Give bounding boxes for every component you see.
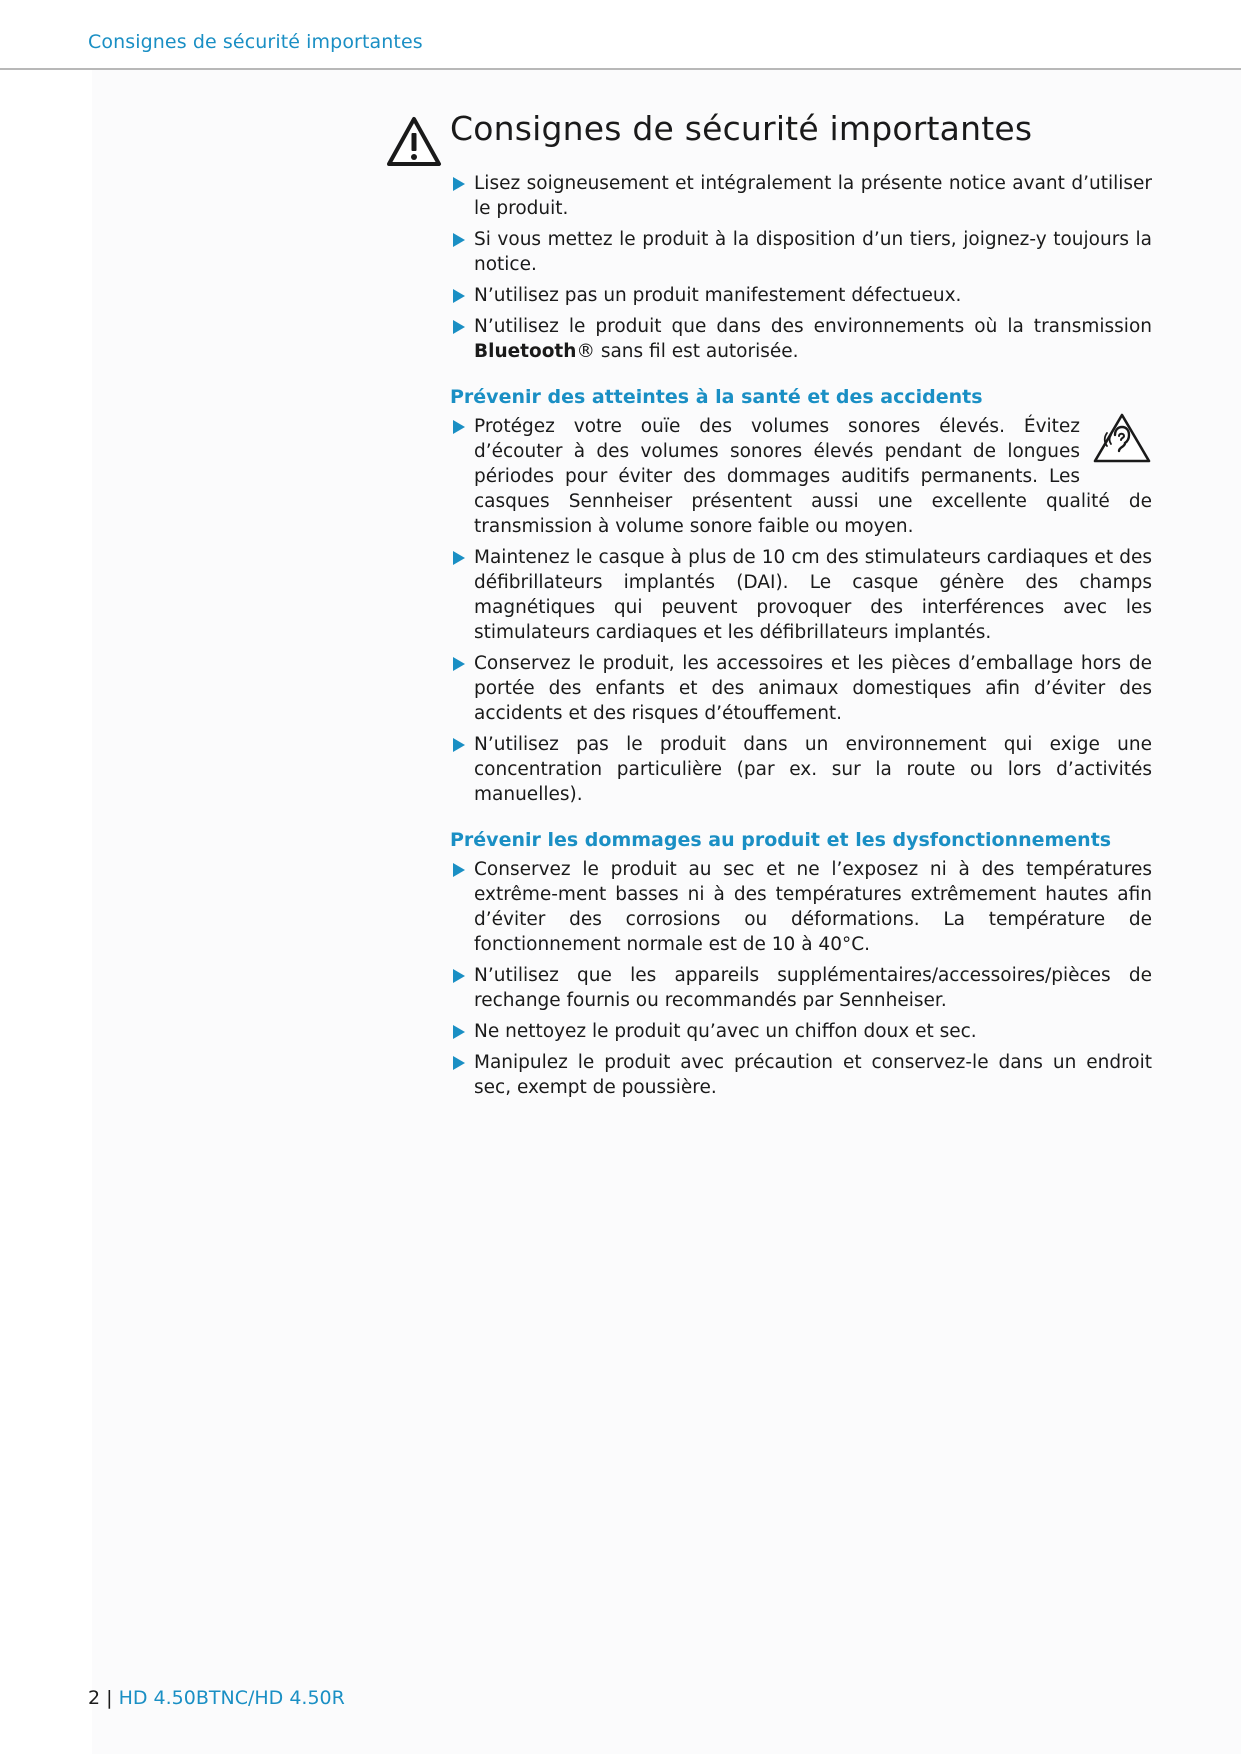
list-item: Si vous mettez le produit à la disposition d’un tiers, joignez-y toujours la notice. — [450, 227, 1152, 277]
header-divider — [0, 68, 1241, 70]
list-item: N’utilisez que les appareils supplémentaires/accessoires/pièces de rechange fournis ou recommandés par Sennheiser. — [450, 963, 1152, 1013]
arrow-right-icon — [453, 863, 465, 877]
intro-list — [450, 171, 1152, 364]
list-item: N’utilisez pas le produit dans un environnement qui exige une concentration particulière (par ex. sur la route ou lors d’activités manuelles). — [450, 732, 1152, 807]
page-footer — [88, 1687, 345, 1709]
bluetooth-term: Bluetooth — [474, 341, 577, 362]
arrow-right-icon — [453, 551, 465, 565]
arrow-right-icon — [453, 289, 465, 303]
list-item: Lisez soigneusement et intégralement la présente notice avant d’utiliser le produit. — [450, 171, 1152, 221]
section-heading-damage: Prévenir les dommages au produit et les dysfonctionnements — [450, 829, 1112, 851]
list-item: N’utilisez pas un produit manifestement défectueux. — [450, 283, 1152, 308]
model-name: HD 4.50BTNC/HD 4.50R — [118, 1687, 345, 1709]
arrow-right-icon — [453, 320, 465, 334]
page-title: Consignes de sécurité importantes — [450, 109, 1033, 148]
list-item: Ne nettoyez le produit qu’avec un chiffon doux et sec. — [450, 1019, 1152, 1044]
arrow-right-icon — [453, 420, 465, 434]
content-body — [450, 171, 1152, 1106]
arrow-right-icon — [453, 1025, 465, 1039]
page-number: 2 — [88, 1687, 101, 1709]
hearing-warning-icon — [1092, 412, 1152, 464]
list-item: Manipulez le produit avec précaution et conservez-le dans un endroit sec, exempt de poussière. — [450, 1050, 1152, 1100]
list-item: Protégez votre ouïe des volumes sonores élevés. Évitez d’écouter à des volumes sonores élevés pendant de longues périodes pour éviter des dommages auditifs permanents. Les casques Sennheiser présentent aussi une excellente qualité de transmission à volume sonore faible ou moyen. — [450, 414, 1152, 539]
arrow-right-icon — [453, 177, 465, 191]
footer-separator: | — [106, 1687, 113, 1709]
warning-triangle-icon — [386, 116, 442, 168]
list-item: Maintenez le casque à plus de 10 cm des stimulateurs cardiaques et des défibrillateurs implantés (DAI). Le casque génère des champs magnétiques qui peuvent provoquer des interférences avec les stimulateurs cardiaques et les défibrillateurs implantés. — [450, 545, 1152, 645]
health-list — [450, 414, 1152, 807]
list-item: Conservez le produit, les accessoires et les pièces d’emballage hors de portée des enfants et des animaux domestiques afin d’éviter des accidents et des risques d’étouffement. — [450, 651, 1152, 726]
arrow-right-icon — [453, 233, 465, 247]
damage-list — [450, 857, 1152, 1100]
list-item: Conservez le produit au sec et ne l’exposez ni à des températures extrême-ment basses ni à des températures extrêmement hautes afin d’éviter des corrosions ou déformations. La température de fonctionnement normale est de 10 à 40°C. — [450, 857, 1152, 957]
arrow-right-icon — [453, 969, 465, 983]
arrow-right-icon — [453, 738, 465, 752]
section-heading-health: Prévenir des atteintes à la santé et des accidents — [450, 386, 983, 408]
arrow-right-icon — [453, 657, 465, 671]
running-header: Consignes de sécurité importantes — [88, 31, 423, 53]
list-item: N’utilisez le produit que dans des environnements où la transmission Bluetooth® sans fil est autorisée. — [450, 314, 1152, 364]
arrow-right-icon — [453, 1056, 465, 1070]
